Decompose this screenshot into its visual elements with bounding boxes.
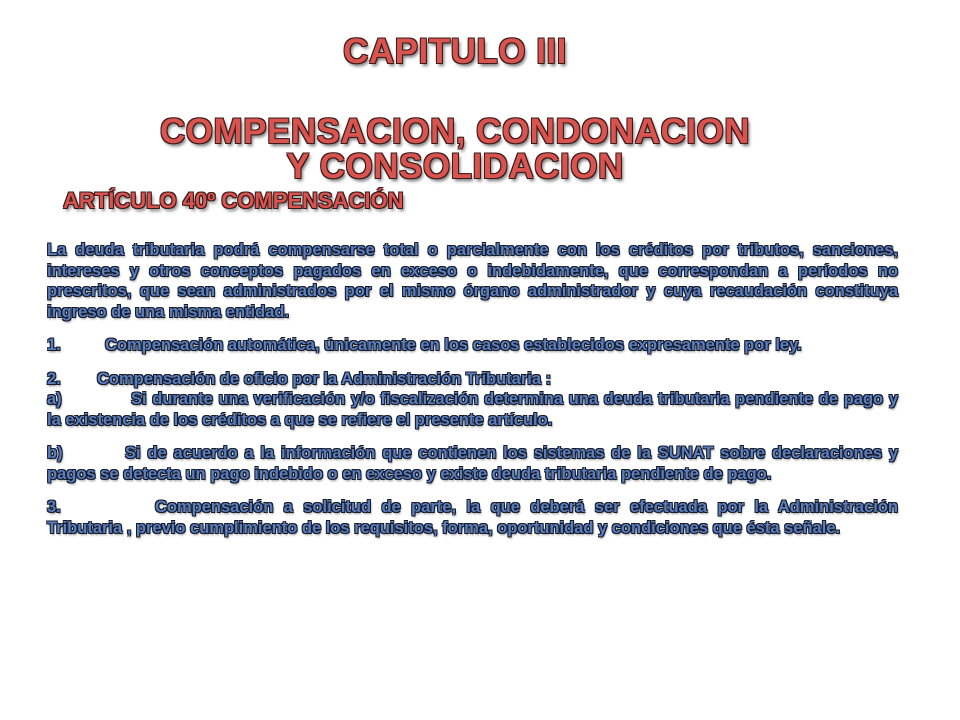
item-1-text: Compensación automática, únicamente en los casos establecidos expresamente por ley. bbox=[105, 336, 802, 354]
item-2-paragraph bbox=[47, 369, 898, 390]
item-1-number: 1. bbox=[47, 336, 61, 354]
item-a-paragraph bbox=[47, 389, 898, 430]
title-line-2: Y CONSOLIDACION bbox=[286, 147, 624, 186]
item-a-letter: a) bbox=[47, 390, 62, 408]
item-1-paragraph bbox=[47, 335, 898, 356]
item-b-paragraph bbox=[47, 443, 898, 484]
item-3-text: Compensación a solicitud de parte, la que deberá ser efectuada por la Administración Tributaria , previo cumplimiento de los requisitos, forma, oportunidad y condiciones que ésta señale. bbox=[47, 498, 898, 537]
item-2-text: Compensación de oficio por la Administración Tributaria : bbox=[97, 369, 552, 388]
item-a-text: Si durante una verificación y/o fiscalización determina una deuda tributaria pendiente de pago y la existencia de los créditos a que se refiere el presente artículo. bbox=[47, 390, 898, 429]
item-b-text: Si de acuerdo a la información que contienen los sistemas de la SUNAT sobre declaraciones y pagos se detecta un pago indebido o en exceso y existe deuda tributaria pendiente de pago. bbox=[47, 444, 898, 483]
chapter-heading: CAPITULO III bbox=[343, 32, 567, 71]
item-3-paragraph bbox=[47, 497, 898, 538]
article-body bbox=[47, 240, 898, 551]
item-3-number: 3. bbox=[47, 498, 61, 516]
article-heading: ARTÍCULO 40º COMPENSACIÓN bbox=[63, 188, 404, 213]
title-line-1: COMPENSACION, CONDONACION bbox=[159, 112, 751, 151]
item-b-letter: b) bbox=[47, 444, 63, 462]
intro-paragraph: La deuda tributaria podrá compensarse total o parcialmente con los créditos por tributos, sanciones, intereses y otros conceptos pagados en exceso o indebidamente, que correspondan a períodos no prescritos, que sean administrados por el mismo órgano administrador y cuya recaudación constituya ingreso de una misma entidad. bbox=[47, 241, 898, 321]
item-2-number: 2. bbox=[47, 369, 61, 388]
